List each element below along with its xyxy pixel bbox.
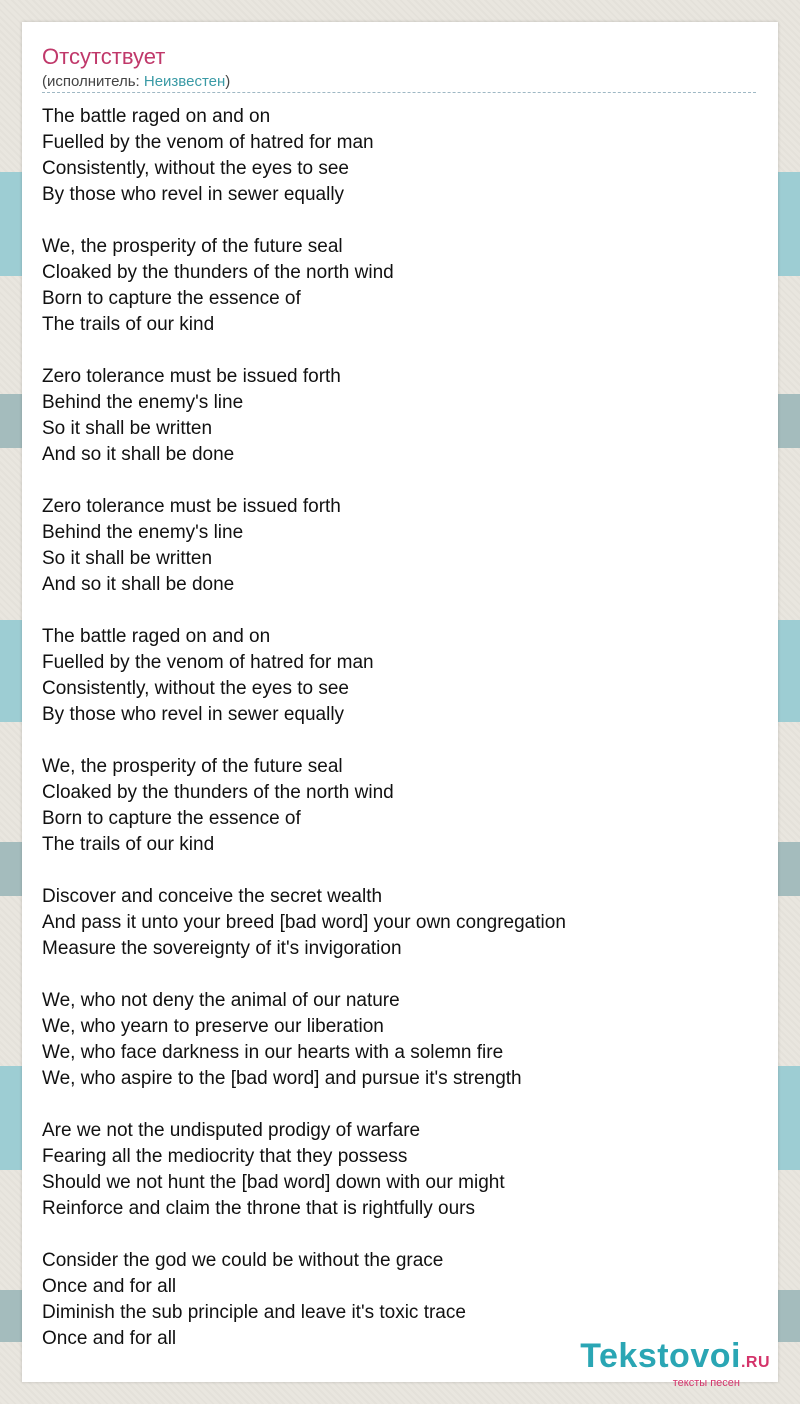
stanza	[42, 988, 756, 1092]
artist-line	[42, 73, 230, 91]
lyric-line: Diminish the sub principle and leave it's toxic trace	[42, 1302, 466, 1323]
lyric-line: We, who not deny the animal of our nature	[42, 990, 400, 1011]
lyric-line: Should we not hunt the [bad word] down with our might	[42, 1172, 505, 1193]
lyric-line: We, the prosperity of the future seal	[42, 756, 343, 777]
lyric-line: We, who face darkness in our hearts with a solemn fire	[42, 1042, 504, 1063]
lyric-line: And so it shall be done	[42, 444, 235, 465]
stanza	[42, 624, 756, 728]
lyric-line: And pass it unto your breed [bad word] your own congregation	[42, 912, 566, 933]
lyric-line: Fuelled by the venom of hatred for man	[42, 132, 374, 153]
logo-name: Tekstovoi	[580, 1337, 741, 1375]
lyric-line: Born to capture the essence of	[42, 808, 301, 829]
lyric-line: Discover and conceive the secret wealth	[42, 886, 383, 907]
stanza	[42, 884, 756, 962]
lyric-line: Consistently, without the eyes to see	[42, 678, 349, 699]
lyric-line: The battle raged on and on	[42, 106, 271, 127]
stanza	[42, 754, 756, 858]
lyric-line: Consider the god we could be without the grace	[42, 1250, 444, 1271]
lyric-line: Zero tolerance must be issued forth	[42, 366, 341, 387]
lyric-line: By those who revel in sewer equally	[42, 704, 345, 725]
stanza	[42, 1118, 756, 1222]
stanza	[42, 364, 756, 468]
stanza	[42, 494, 756, 598]
lyric-line: Reinforce and claim the throne that is rightfully ours	[42, 1198, 475, 1219]
lyric-line: So it shall be written	[42, 418, 213, 439]
lyric-line: Fuelled by the venom of hatred for man	[42, 652, 374, 673]
lyric-line: Fearing all the mediocrity that they possess	[42, 1146, 408, 1167]
header-divider	[42, 92, 756, 93]
lyric-line: The trails of our kind	[42, 834, 215, 855]
lyric-line: Cloaked by the thunders of the north wind	[42, 782, 394, 803]
artist-prefix: (исполнитель:	[42, 73, 144, 90]
lyric-line: We, who aspire to the [bad word] and pursue it's strength	[42, 1068, 522, 1089]
logo-wordmark	[580, 1338, 770, 1381]
logo-tagline: тексты песен	[672, 1377, 740, 1389]
lyric-line: The battle raged on and on	[42, 626, 271, 647]
lyric-line: We, the prosperity of the future seal	[42, 236, 343, 257]
lyric-line: Behind the enemy's line	[42, 392, 244, 413]
lyric-line: So it shall be written	[42, 548, 213, 569]
stanza	[42, 234, 756, 338]
lyric-line: Consistently, without the eyes to see	[42, 158, 349, 179]
lyric-line: By those who revel in sewer equally	[42, 184, 345, 205]
lyric-line: The trails of our kind	[42, 314, 215, 335]
lyric-line: Cloaked by the thunders of the north wind	[42, 262, 394, 283]
logo-tld: .RU	[740, 1354, 770, 1371]
song-title: Отсутствует	[42, 44, 166, 69]
lyric-line: Zero tolerance must be issued forth	[42, 496, 341, 517]
lyric-line: Once and for all	[42, 1276, 177, 1297]
artist-link[interactable]: Неизвестен	[143, 73, 226, 90]
lyric-line: Measure the sovereignty of it's invigoration	[42, 938, 402, 959]
lyrics-text	[42, 104, 756, 1378]
lyric-line: And so it shall be done	[42, 574, 235, 595]
site-logo[interactable]	[580, 1338, 770, 1389]
lyric-line: Once and for all	[42, 1328, 177, 1349]
stanza	[42, 104, 756, 208]
lyric-line: Behind the enemy's line	[42, 522, 244, 543]
lyric-line: Are we not the undisputed prodigy of warfare	[42, 1120, 421, 1141]
lyric-line: We, who yearn to preserve our liberation	[42, 1016, 384, 1037]
lyrics-card	[22, 22, 778, 1382]
lyric-line: Born to capture the essence of	[42, 288, 301, 309]
artist-suffix: )	[225, 73, 231, 90]
